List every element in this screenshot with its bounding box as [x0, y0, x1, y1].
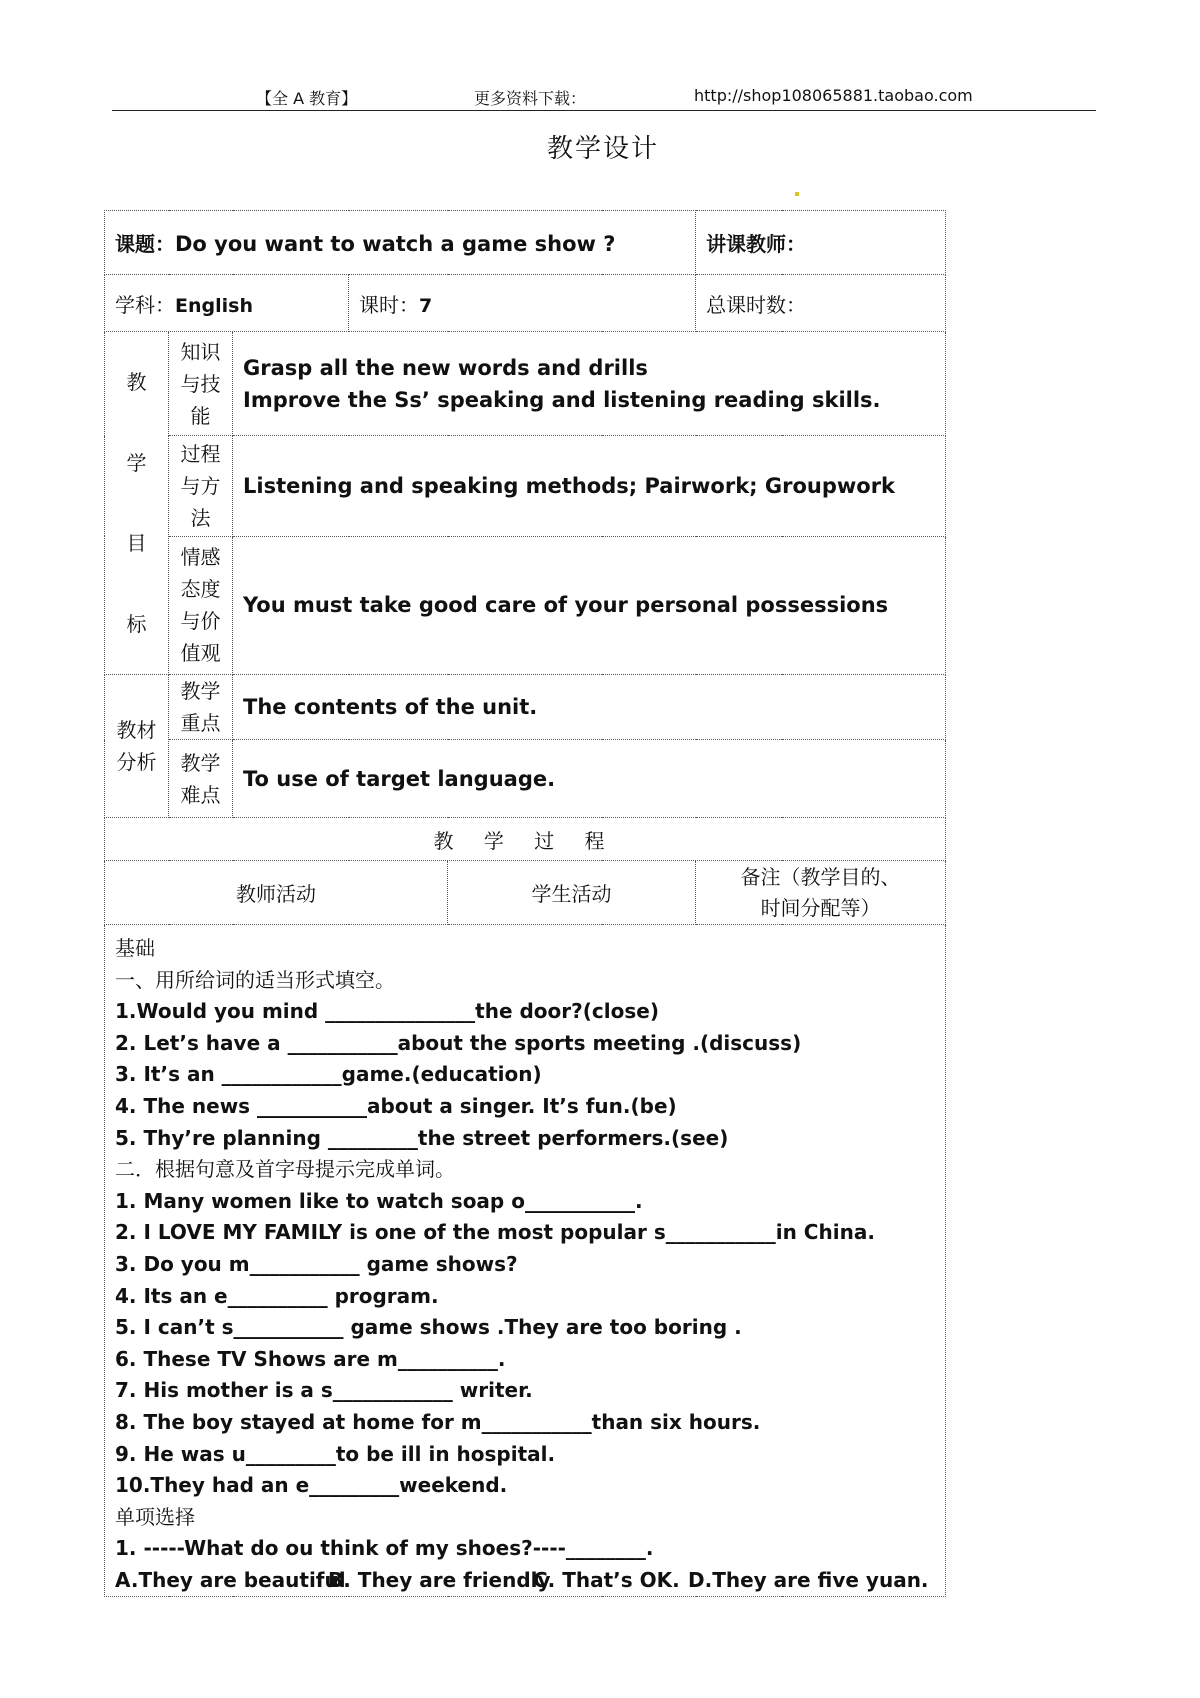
- topic-label: 课题：: [115, 232, 175, 256]
- goal-label-line: 情感: [180, 545, 221, 570]
- header-more-resources: 更多资料下载：: [474, 89, 587, 108]
- section2-item: 8. The boy stayed at home for m___________than six hours.: [115, 1409, 761, 1434]
- section1-title: 一、用所给词的适当形式填空。: [115, 967, 395, 992]
- topic-cell: [105, 211, 696, 275]
- period-value: 7: [419, 294, 433, 317]
- analysis-sub-label-line: 难点: [180, 782, 221, 807]
- choice-question: 1. -----What do ou think of my shoes?----________.: [115, 1536, 654, 1561]
- subject-row: [105, 275, 946, 332]
- teaching-goals-label: [105, 332, 169, 675]
- goal-text-line: Improve the Ss’ speaking and listening reading skills.: [243, 387, 881, 412]
- goal-row-process: [105, 436, 946, 536]
- choice-options: [115, 1565, 935, 1597]
- section2-item: 10.They had an e_________weekend.: [115, 1473, 508, 1498]
- document-title: 教学设计: [546, 134, 659, 164]
- goal-label-line: 态度: [180, 577, 221, 602]
- section2-title: 二．根据句意及首字母提示完成单词。: [115, 1157, 455, 1182]
- goal-text-line: You must take good care of your personal possessions: [243, 593, 889, 618]
- teacher-label: 讲课教师：: [706, 232, 807, 256]
- section1-item: 3. It’s an ____________game.(education): [115, 1062, 542, 1087]
- goal-label-line: 与价: [180, 609, 221, 634]
- goals-label-char-2: 学: [126, 450, 147, 475]
- section2-item: 3. Do you m___________ game shows?: [115, 1251, 518, 1276]
- process-header-row: [105, 861, 946, 925]
- analysis-label-difficult: [169, 740, 233, 818]
- goal-label-line: 法: [190, 505, 211, 530]
- analysis-sub-label-line: 教学: [180, 679, 221, 703]
- col-notes-line: 备注（教学目的、: [740, 864, 901, 889]
- goal-label-knowledge: [169, 332, 233, 436]
- option-b: B. They are friendly: [328, 1567, 551, 1592]
- process-title-row: [105, 818, 946, 861]
- section1-item: 5. Thy’re planning _________the street performers.(see): [115, 1125, 729, 1150]
- goal-text-line: Listening and speaking methods; Pairwork; Groupwork: [243, 473, 896, 498]
- period-cell: [349, 275, 696, 332]
- total-periods-cell: [696, 275, 946, 332]
- section1-item: 2. Let’s have a ___________about the sports meeting .(discuss): [115, 1030, 802, 1055]
- goal-label-line: 过程: [180, 441, 221, 466]
- option-a: A.They are beautiful: [115, 1567, 346, 1592]
- goals-label-char-3: 目: [126, 531, 147, 556]
- goal-label-line: 知识: [180, 339, 221, 364]
- goal-text-line: Grasp all the new words and drills: [243, 355, 648, 380]
- section1-item: 4. The news ___________about a singer. It’s fun.(be): [115, 1093, 677, 1118]
- analysis-label-line: 教材: [116, 718, 157, 742]
- goal-label-line: 与方: [180, 473, 221, 498]
- section3-title: 单项选择: [115, 1504, 195, 1529]
- analysis-text-difficult: To use of target language.: [233, 740, 946, 818]
- material-analysis-label: [105, 675, 169, 818]
- analysis-row-difficult: [105, 740, 946, 818]
- goal-text-process: [233, 436, 946, 536]
- goals-label-char-1: 教: [126, 370, 147, 395]
- analysis-label-line: 分析: [116, 750, 157, 774]
- analysis-sub-label-line: 重点: [180, 711, 221, 735]
- analysis-sub-label-line: 教学: [180, 750, 221, 775]
- section2-item: 1. Many women like to watch soap o___________.: [115, 1188, 643, 1213]
- subject-label: 学科：: [115, 292, 175, 317]
- col-notes: [696, 861, 946, 925]
- goals-label-char-4: 标: [126, 611, 147, 636]
- header-brand: 【全 A 教育】: [256, 89, 358, 108]
- exercises-heading: 基础: [115, 936, 155, 960]
- goal-row-attitude: [105, 536, 946, 674]
- period-label: 课时：: [359, 292, 419, 317]
- goal-label-line: 能: [190, 403, 211, 428]
- header-url: http://shop108065881.taobao.com: [694, 86, 973, 105]
- subject-cell: [105, 275, 349, 332]
- goal-text-attitude: [233, 536, 946, 674]
- exercises-cell: [105, 925, 946, 1597]
- goal-label-line: 与技: [180, 371, 221, 396]
- analysis-text-key: The contents of the unit.: [233, 675, 946, 740]
- goal-label-line: 值观: [180, 641, 221, 666]
- topic-value: Do you want to watch a game show ?: [175, 232, 616, 256]
- col-student-activity: 学生活动: [448, 861, 696, 925]
- lesson-plan-table: [104, 210, 946, 1597]
- col-teacher-activity: 教师活动: [105, 861, 448, 925]
- process-title: 教 学 过 程: [105, 818, 946, 861]
- option-c: C. That’s OK.: [533, 1567, 680, 1592]
- goal-label-process: [169, 436, 233, 536]
- goal-row-knowledge: [105, 332, 946, 436]
- page-header: [112, 86, 1096, 111]
- total-periods-label: 总课时数：: [706, 292, 807, 317]
- decorative-dot: [795, 192, 799, 196]
- section2-item: 7. His mother is a s____________ writer.: [115, 1378, 533, 1403]
- analysis-row-key: [105, 675, 946, 740]
- option-d: D.They are five yuan.: [688, 1567, 929, 1592]
- subject-value: English: [175, 294, 253, 317]
- section2-item: 6. These TV Shows are m__________.: [115, 1346, 506, 1371]
- section2-item: 5. I can’t s___________ game shows .They are too boring .: [115, 1315, 742, 1340]
- section1-item: 1.Would you mind _______________the door?(close): [115, 999, 659, 1024]
- col-notes-line: 时间分配等）: [760, 895, 881, 920]
- goal-text-knowledge: [233, 332, 946, 436]
- section2-item: 9. He was u_________to be ill in hospital.: [115, 1441, 556, 1466]
- goal-label-attitude: [169, 536, 233, 674]
- section2-item: 4. Its an e__________ program.: [115, 1283, 439, 1308]
- topic-row: [105, 211, 946, 275]
- exercises-row: [105, 925, 946, 1597]
- section2-item: 2. I LOVE MY FAMILY is one of the most popular s___________in China.: [115, 1220, 875, 1245]
- teacher-cell: [696, 211, 946, 275]
- analysis-label-key: [169, 675, 233, 740]
